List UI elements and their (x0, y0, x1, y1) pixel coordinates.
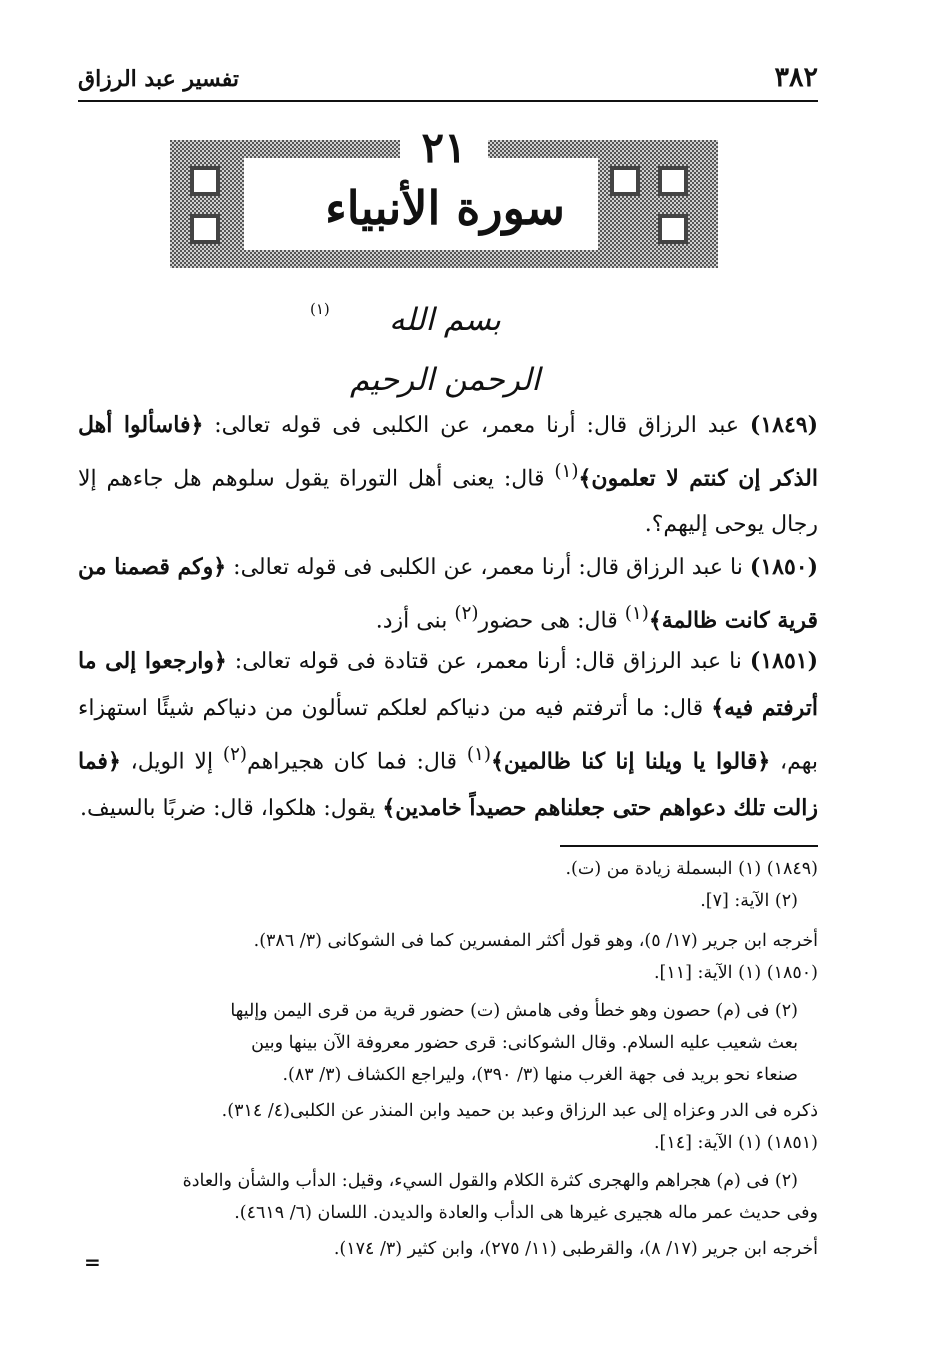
basmala-calligraphy: بسم الله الرحمن الرحيم (349, 302, 540, 398)
entry-number: (١٨٥٠) (749, 554, 819, 580)
footnote-line: صنعاء نحو بريد فى جهة الغرب منها (٣/ ٣٩٠)، وليراجع الكشاف (٣/ ٨٣). (282, 1065, 798, 1085)
footnote-ref: (٢) (222, 744, 247, 765)
frame-ornament-block (658, 214, 688, 244)
quran-quote: ﴿فما زالت تلك دعواهم حتى جعلناهم حصيداً خامدين﴾ (78, 748, 818, 822)
page-header (78, 62, 818, 98)
footnote-line: أخرجه ابن جرير (١٧/ ٥)، وهو قول أكثر المفسرين كما فى الشوكانى (٣/ ٣٨٦). (253, 931, 818, 951)
footnote-line: (١٨٤٩) (١) البسملة زيادة من (ت). (565, 859, 818, 879)
entry-number: (١٨٥١) (749, 648, 818, 674)
surah-title: سورة الأنبياء (325, 181, 565, 235)
footnote-line: (٢) فى (م) حصون وهو خطأ وفى هامش (ت) حضور قرية من قرى اليمن وإليها (230, 1001, 798, 1021)
entry-text: عبد الرزاق قال: أرنا معمر، عن الكلبى فى قوله تعالى: (203, 413, 750, 438)
quran-quote: ﴿قالوا يا ويلنا إنا كنا ظالمين﴾ (491, 748, 771, 775)
footnote-separator (560, 845, 818, 847)
footnote-line: (٢) الآية: [٧]. (700, 891, 798, 911)
frame-ornament-block (190, 166, 220, 196)
footnote-line: وفى حديث عمر ماله هجيرى غيرها هى الدأب والعادة والديدن. اللسان (٦/ ٤٦١٩). (234, 1203, 818, 1223)
basmala-footnote-ref: (١) (310, 300, 330, 318)
entry-text: يقول: هلكوا، قال: ضربًا بالسيف. (79, 796, 383, 822)
footnote-line: أخرجه ابن جرير (١٧/ ٨)، والقرطبى (١١/ ٢٧٥)، وابن كثير (٣/ ١٧٤). (333, 1239, 818, 1259)
footnote-line: (٢) فى (م) هجراهم والهجرى كثرة الكلام والقول السيء، وقيل: الدأب والشأن والعادة (182, 1171, 798, 1191)
entry-text: نا عبد الرزاق قال: أرنا معمر، عن الكلبى فى قوله تعالى: (226, 555, 750, 580)
quran-quote: ﴿فاسألوا أهل الذكر إن كنتم لا تعلمون﴾ (78, 412, 818, 492)
quran-quote: ﴿وكم قصمنا من قرية كانت ظالمة﴾ (78, 554, 818, 634)
entry-1849 (78, 402, 818, 548)
footnote-ref: (٢) (454, 603, 479, 624)
footnote-ref: (١) (554, 461, 579, 482)
entry-number: (١٨٤٩) (749, 412, 818, 438)
header-rule (78, 100, 818, 102)
entry-text: قال: فما كان هجيراهم (247, 749, 467, 775)
entry-text: قال: يعنى أهل التوراة يقول سلوهم هل جاءهم إلا رجال يوحى إليهم؟. (78, 466, 818, 538)
entry-text: بنى أزد. (375, 608, 455, 634)
footnote-line: (١٨٥٠) (١) الآية: [١١]. (653, 963, 818, 983)
footnote-line: ذكره فى الدر وعزاه إلى عبد الرزاق وعبد بن حميد وابن المنذر عن الكلبى(٤/ ٣١٤). (221, 1101, 818, 1121)
frame-ornament-block (190, 214, 220, 244)
footnote-ref: (١) (624, 603, 649, 624)
frame-ornament-block (658, 166, 688, 196)
footnote-line: (١٨٥١) (١) الآية: [١٤]. (653, 1133, 818, 1153)
surah-number: ٢١ (400, 128, 488, 168)
entry-text: إلا الويل، (120, 749, 223, 775)
entry-1850 (78, 544, 818, 644)
entry-1851 (78, 638, 818, 832)
entry-text: قال: هى حضور (478, 608, 625, 634)
continuation-mark: = (84, 1250, 101, 1274)
entry-text: قال: ما أترفتم فيه من دنياكم لعلكم تسألون من دنياكم شيئًا استهزاء بهم، (78, 696, 819, 775)
footnote-line: بعث شعيب عليه السلام. وقال الشوكانى: قرى حضور معروفة الآن بينها وبين (251, 1033, 798, 1053)
entry-text: نا عبد الرزاق قال: أرنا معمر، عن قتادة فى قوله تعالى: (226, 649, 750, 674)
page-number: ٣٨٢ (774, 62, 818, 93)
footnote-ref: (١) (466, 744, 491, 765)
running-title: تفسير عبد الرزاق (78, 66, 240, 92)
quran-quote: ﴿وارجعوا إلى ما أترفتم فيه﴾ (78, 648, 818, 721)
